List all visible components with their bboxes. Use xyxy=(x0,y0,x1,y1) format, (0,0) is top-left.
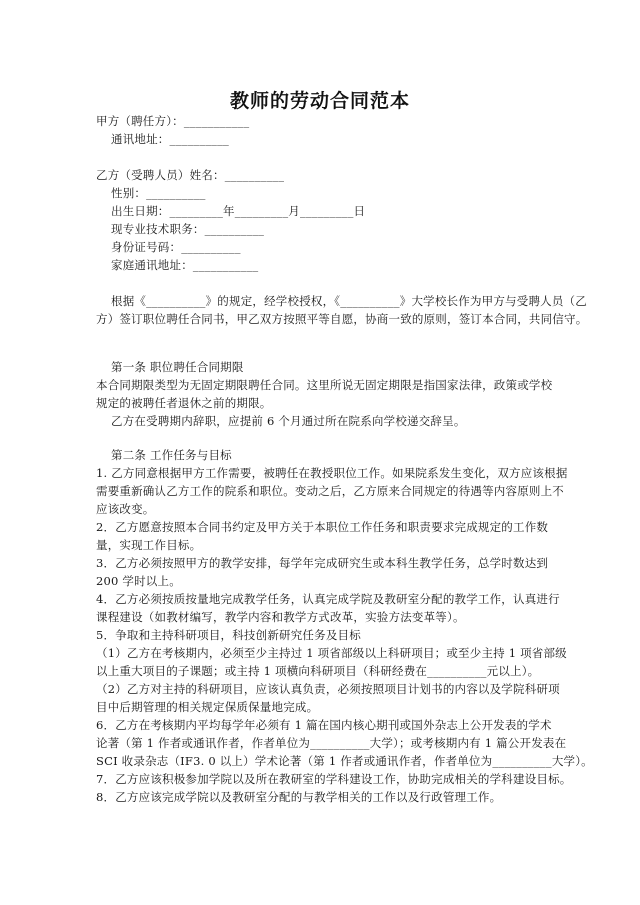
article-1-heading: 第一条 职位聘任合同期限 xyxy=(111,360,244,374)
document-title: 教师的劳动合同范本 xyxy=(229,90,410,112)
party-b-id-number: 身份证号码：__________ xyxy=(111,240,241,254)
article-2-line: （2）乙方对主持的科研项目，应该认真负责，必须按照项目计划书的内容以及学院科研项 xyxy=(96,682,560,696)
party-b-professional-title: 现专业技术职务：__________ xyxy=(111,222,265,236)
article-2-line: 以上重大项目的子课题；或主持 1 项横向科研项目（科研经费在__________元以上）。 xyxy=(96,664,540,678)
party-a-address: 通讯地址：__________ xyxy=(111,132,229,146)
article-1-line: 本合同期限类型为无固定期限聘任合同。这里所说无固定期限是指国家法律，政策或学校 xyxy=(96,378,553,392)
article-2-line: 需要重新确认乙方工作的院系和职位。变动之后，乙方原来合同规定的待遇等内容原则上不 xyxy=(96,484,564,498)
article-2-line: 6．乙方在考核期内平均每学年必须有 1 篇在国内核心期刊或国外杂志上公开发表的学术 xyxy=(96,718,552,732)
party-b-home-address: 家庭通讯地址：___________ xyxy=(111,258,259,272)
article-2-heading: 第二条 工作任务与目标 xyxy=(111,448,232,462)
party-a-name: 甲方（聘任方）：___________ xyxy=(96,114,250,128)
article-2-line: 课程建设（如教材编写，教学内容和教学方式改革，实验方法变革等）。 xyxy=(96,610,465,624)
article-2-line: 4．乙方必须按质按量地完成教学任务，认真完成学院及教研室分配的教学工作，认真进行 xyxy=(96,592,560,606)
article-2-line: 200 学时以上。 xyxy=(96,574,181,588)
article-1-line: 规定的被聘任者退休之前的期限。 xyxy=(96,396,272,410)
article-2-line: （1）乙方在考核期内，必须至少主持过 1 项省部级以上科研项目；或至少主持 1 项省部级 xyxy=(96,646,567,660)
preamble-line: 根据《__________》的规定，经学校授权，《__________》大学校长作为甲方与受聘人员（乙 xyxy=(111,294,587,308)
party-b-name: 乙方（受聘人员）姓名：__________ xyxy=(96,168,285,182)
article-2-line: 5．争取和主持科研项目，科技创新研究任务及目标 xyxy=(96,628,361,642)
article-2-line: 3．乙方必须按照甲方的教学安排，每学年完成研究生或本科生教学任务，总学时数达到 xyxy=(96,556,549,570)
article-2-line: 应该改变。 xyxy=(96,502,155,516)
article-2-line: 8．乙方应该完成学院以及教研室分配的与教学相关的工作以及行政管理工作。 xyxy=(96,790,502,804)
article-1-line: 乙方在受聘期内辞职，应提前 6 个月通过所在院系向学校递交辞呈。 xyxy=(111,414,466,428)
article-2-line: 7．乙方应该积极参加学院以及所在教研室的学科建设工作，协助完成相关的学科建设目标。 xyxy=(96,772,572,786)
article-2-line: 论著（第 1 作者或通讯作者，作者单位为__________大学）；或考核期内有 1 篇公开发表在 xyxy=(96,736,567,750)
party-b-gender: 性别：__________ xyxy=(111,186,206,200)
article-2-line: 2．乙方愿意按照本合同书约定及甲方关于本职位工作任务和职责要求完成规定的工作数 xyxy=(96,520,549,534)
article-2-line: 1. 乙方同意根据甲方工作需要，被聘任在教授职位工作。如果院系发生变化，双方应该根据 xyxy=(96,466,568,480)
preamble-line: 方）签订职位聘任合同书，甲乙双方按照平等自愿，协商一致的原则，签订本合同，共同信守。 xyxy=(96,312,588,326)
article-2-line: 量，实现工作目标。 xyxy=(96,538,202,552)
party-b-birthdate: 出生日期：_________年_________月_________日 xyxy=(111,204,366,218)
article-2-line: SCI 收录杂志（IF3. 0 以上）学术论著（第 1 作者或通讯作者，作者单位为__________大学）。 xyxy=(96,754,593,768)
article-2-line: 目中后期管理的相关规定保质保量地完成。 xyxy=(96,700,319,714)
